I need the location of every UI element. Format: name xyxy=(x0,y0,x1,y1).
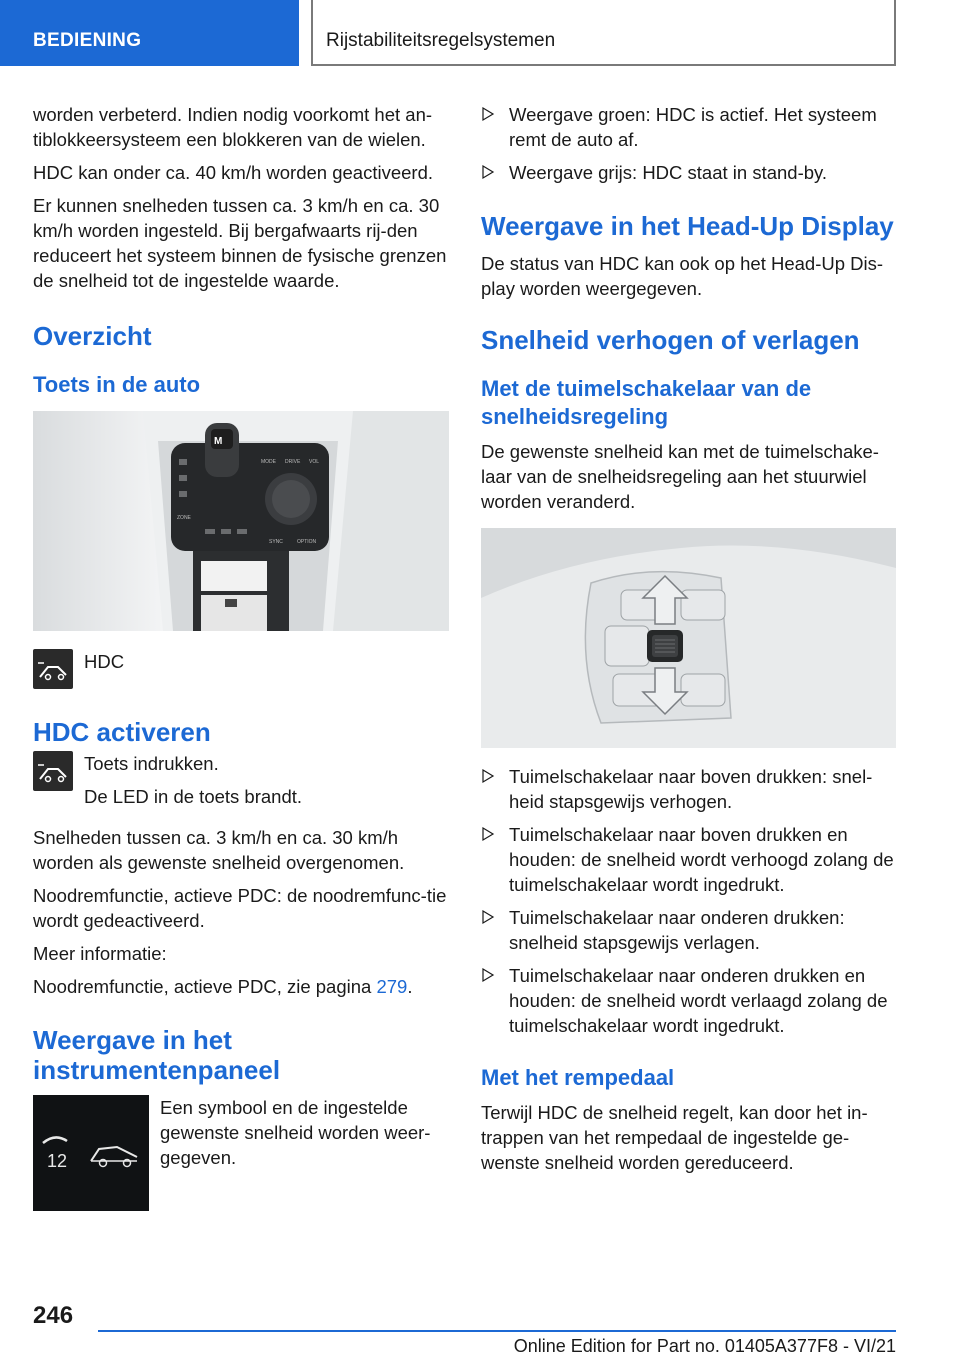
console-label-drive: DRIVE xyxy=(285,459,301,465)
cluster-description: Een symbool en de ingestelde gewenste snelheid worden weer-gegeven. xyxy=(160,1097,431,1168)
heading-button-in-car: Toets in de auto xyxy=(33,372,201,397)
console-label-vol: VOL xyxy=(309,459,320,465)
paragraph-more-info: Meer informatie: xyxy=(33,943,167,964)
hdc-icon xyxy=(33,649,73,689)
center-console-photo xyxy=(33,411,449,631)
triangle-bullet-icon xyxy=(481,826,495,842)
rocker-switch-illustration xyxy=(481,528,896,748)
paragraph-emergency-brake: Noodremfunctie, actieve PDC: de noodremfunc-tie wordt gedeactiveerd. xyxy=(33,885,447,931)
steering-wheel-photo xyxy=(481,528,896,748)
rocker-action-list xyxy=(481,764,896,1038)
list-item: Tuimelschakelaar naar onderen drukken en houden: de snelheid wordt verlaagd zolang de tuimelschakelaar wordt ingedrukt. xyxy=(481,963,896,1038)
paragraph-hud: De status van HDC kan ook op het Head-Up Dis-play worden weergegeven. xyxy=(481,253,884,299)
hdc-icon-row xyxy=(33,649,449,689)
hdc-icon-caption: HDC xyxy=(84,651,125,672)
section-tab: BEDIENING xyxy=(0,0,299,66)
triangle-bullet-icon xyxy=(481,967,495,983)
footer-divider xyxy=(98,1330,896,1332)
triangle-bullet-icon xyxy=(481,768,495,784)
left-column xyxy=(33,102,449,1211)
console-label-sync: SYNC xyxy=(269,539,283,545)
heading-brake-pedal: Met het rempedaal xyxy=(481,1065,675,1090)
cluster-speed-value: 12 xyxy=(47,1151,68,1171)
heading-hud: Weergave in het Head-Up Display xyxy=(481,211,894,241)
list-item: Weergave grijs: HDC staat in stand-by. xyxy=(481,160,896,185)
activate-row xyxy=(33,751,449,817)
triangle-bullet-icon xyxy=(481,164,495,180)
page-header xyxy=(0,0,960,66)
heading-speed-adjust: Snelheid verhogen of verlagen xyxy=(481,325,860,355)
paragraph-rocker: De gewenste snelheid kan met de tuimelschake-laar van de snelheidsregeling aan het stuurwiel worden veranderd. xyxy=(481,441,879,512)
list-item: Tuimelschakelaar naar boven drukken: snel-heid stapsgewijs verhogen. xyxy=(481,764,896,814)
heading-hdc-activate: HDC activeren xyxy=(33,717,211,747)
right-column xyxy=(481,102,896,1183)
activate-step-press: Toets indrukken. xyxy=(84,753,219,774)
heading-instrument-cluster: Weergave in het instrumentenpaneel xyxy=(33,1025,281,1085)
list-item: Weergave groen: HDC is actief. Het systeem remt de auto af. xyxy=(481,102,896,152)
triangle-bullet-icon xyxy=(481,106,495,122)
paragraph-speed-adopted: Snelheden tussen ca. 3 km/h en ca. 30 km/h worden als gewenste snelheid overgenomen. xyxy=(33,827,405,873)
instrument-cluster-image xyxy=(33,1095,149,1211)
svg-text:M: M xyxy=(214,436,223,447)
paragraph-brake-pedal: Terwijl HDC de snelheid regelt, kan door het in-trappen van het rempedaal de ingestelde ge-wenste snelheid worden gereduceerd. xyxy=(481,1102,868,1173)
console-label-mode: MODE xyxy=(261,459,276,465)
page-reference-link[interactable]: 279 xyxy=(376,976,408,997)
paragraph-activation-speed: HDC kan onder ca. 40 km/h worden geactiveerd. xyxy=(33,162,434,183)
paragraph-speed-range: Er kunnen snelheden tussen ca. 3 km/h en ca. 30 km/h worden ingesteld. Bij bergafwaarts rij-den reduceert het systeem binnen de fysische grenzen de snelheid tot de ingestelde waarde. xyxy=(33,195,447,291)
edition-info: Online Edition for Part no. 01405A377F8 - VI/21 xyxy=(513,1336,896,1356)
console-label-option: OPTION xyxy=(297,539,317,545)
center-console-illustration xyxy=(33,411,449,631)
list-item: Tuimelschakelaar naar onderen drukken: snelheid stapsgewijs verlagen. xyxy=(481,905,896,955)
activate-steps xyxy=(84,751,302,817)
triangle-bullet-icon xyxy=(481,909,495,925)
display-status-list xyxy=(481,102,896,185)
cluster-row xyxy=(33,1095,449,1211)
activate-step-led: De LED in de toets brandt. xyxy=(84,786,303,807)
console-label-zone: ZONE xyxy=(177,515,191,521)
paragraph-abs: worden verbeterd. Indien nodig voorkomt het an-tiblokkeersysteem een blokkeren van de wielen. xyxy=(33,104,433,150)
page-number: 246 xyxy=(33,1302,74,1329)
chapter-title: Rijstabiliteitsregelsystemen xyxy=(311,0,896,66)
heading-rocker-switch: Met de tuimelschakelaar van de snelheidsregeling xyxy=(481,376,812,429)
heading-overview: Overzicht xyxy=(33,321,152,351)
hdc-button-icon xyxy=(33,751,73,791)
list-item: Tuimelschakelaar naar boven drukken en houden: de snelheid wordt verhoogd zolang de tuimelschakelaar wordt ingedrukt. xyxy=(481,822,896,897)
paragraph-reference: Noodremfunctie, actieve PDC, zie pagina 279. xyxy=(33,976,413,997)
